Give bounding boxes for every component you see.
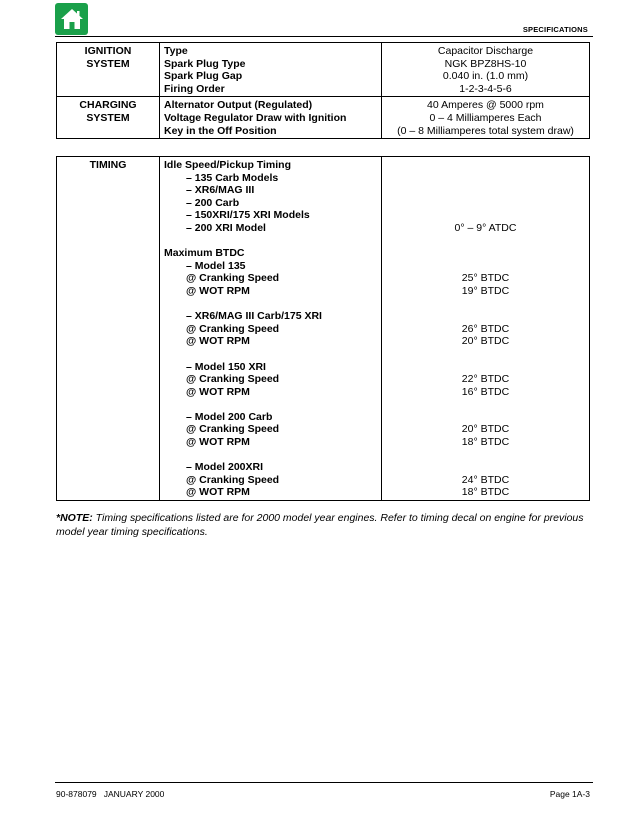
charging-row <box>57 97 590 139</box>
ignition-values: Capacitor Discharge NGK BPZ8HS-10 0.040 in. (1.0 mm) 1-2-3-4-5-6 <box>382 43 590 97</box>
charging-category: CHARGING SYSTEM <box>57 97 160 139</box>
footer-rule <box>55 782 593 783</box>
section-title: SPECIFICATIONS <box>522 25 588 34</box>
note-text: Timing specifications listed are for 2000 model year engines. Refer to timing decal on engine for previous model year timing specifications. <box>56 512 584 538</box>
timing-category: TIMING <box>57 157 160 501</box>
footer-doc-number: 90-878079 JANUARY 2000 <box>56 789 165 799</box>
timing-params: Idle Speed/Pickup Timing – 135 Carb Models – XR6/MAG III – 200 Carb – 150XRI/175 XRI Models – 200 XRI Model Maximum BTDC – Model 135 @ Cranking Speed @ WOT RPM – XR6/MAG III Carb/175 XRI @ Cranking Speed @ WOT RPM – Model 150 XRI @ Cranking Speed @ WOT RPM – Model 200 Carb @ Cranking Speed @ WOT RPM – Model 200XRI @ Cranking Speed @ WOT RPM <box>160 157 382 501</box>
charging-params: Alternator Output (Regulated) Voltage Regulator Draw with Ignition Key in the Off Position <box>160 97 382 139</box>
ignition-params: Type Spark Plug Type Spark Plug Gap Firing Order <box>160 43 382 97</box>
home-icon <box>59 7 85 31</box>
footer-page-number: Page 1A-3 <box>549 789 590 799</box>
charging-values: 40 Amperes @ 5000 rpm 0 – 4 Milliamperes Each (0 – 8 Milliamperes total system draw) <box>382 97 590 139</box>
ignition-category: IGNITION SYSTEM <box>57 43 160 97</box>
home-button[interactable] <box>55 3 88 35</box>
note-label: *NOTE: <box>56 512 93 524</box>
timing-values: 0° – 9° ATDC 25° BTDC 19° BTDC 26° BTDC 20° BTDC 22° BTDC 16° BTDC 20° BTDC 18° BTDC 24° BTDC 18° BTDC <box>382 157 590 501</box>
ignition-row <box>57 43 590 97</box>
header-rule <box>55 36 593 37</box>
timing-note <box>56 512 596 539</box>
ignition-charging-table <box>56 42 590 139</box>
timing-row <box>57 157 590 501</box>
timing-table <box>56 156 590 501</box>
